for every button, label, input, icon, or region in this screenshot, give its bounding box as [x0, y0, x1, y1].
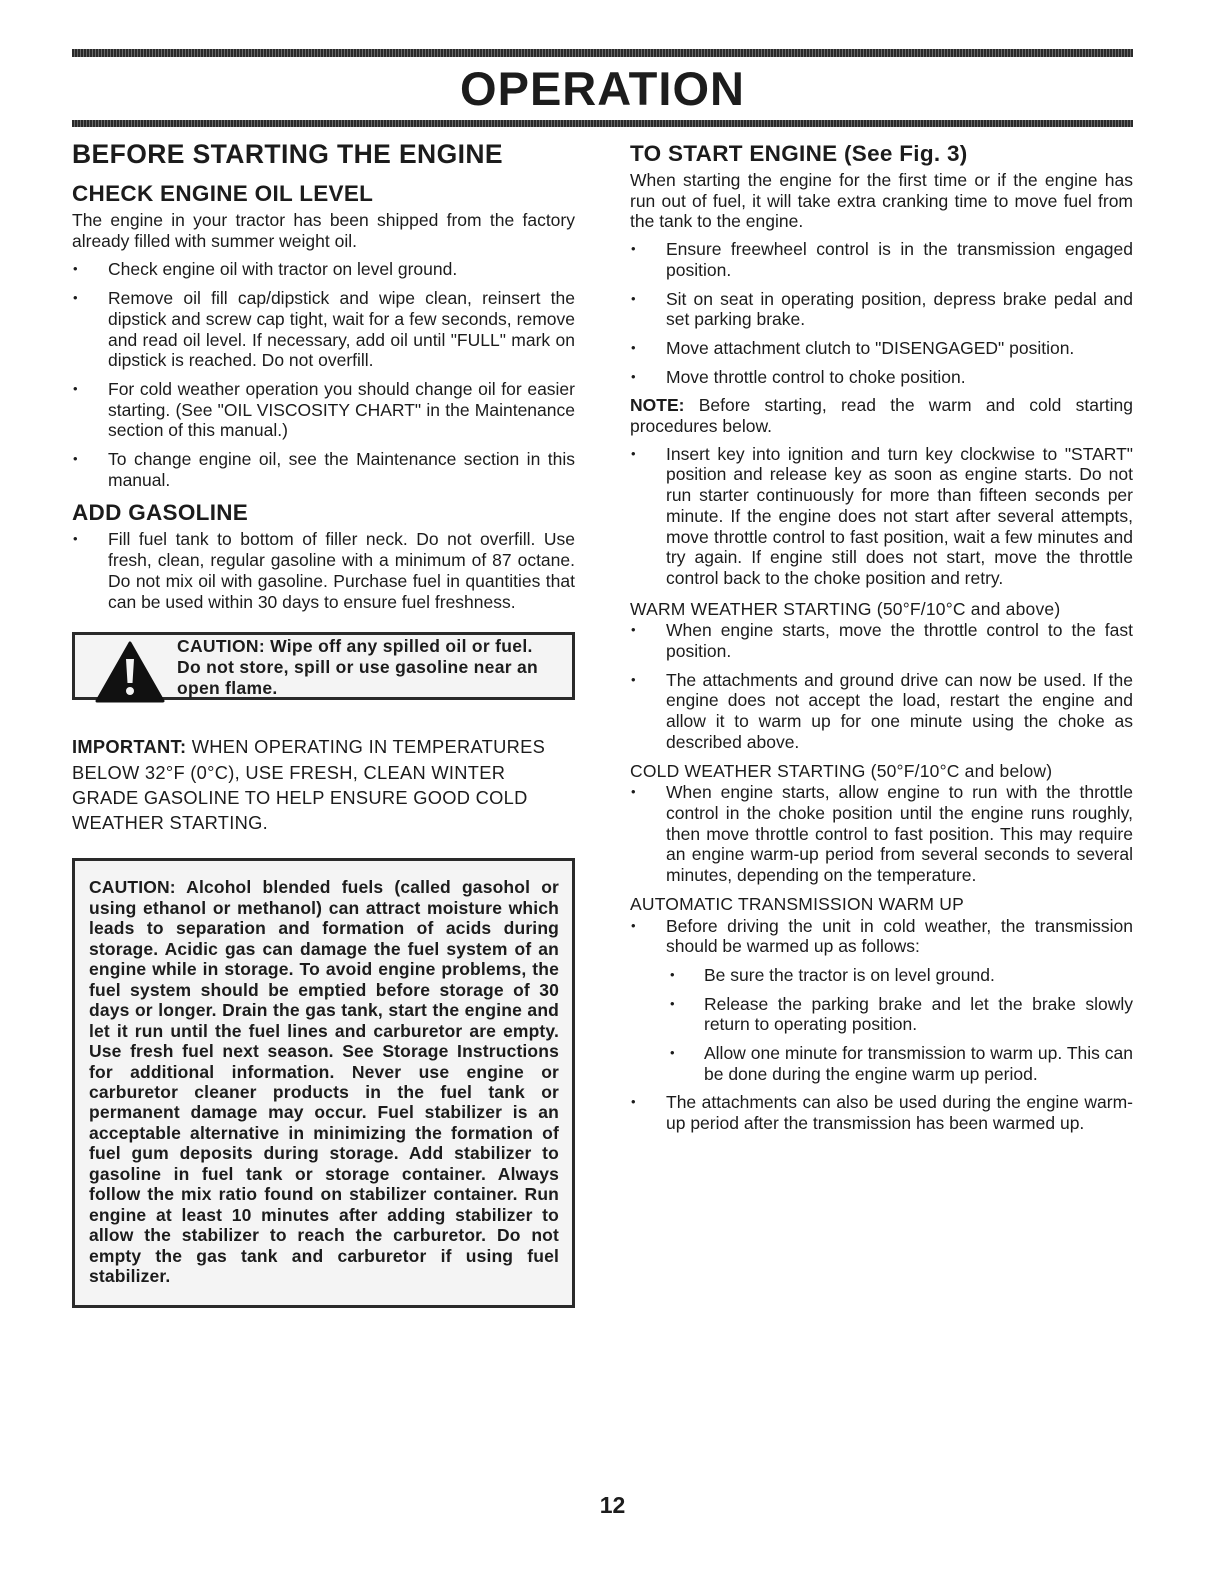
cold-weather-list	[630, 782, 1133, 886]
list-item: • For cold weather operation you should change oil for easier starting. (See "OIL VISCOSITY CHART" in the Maintenance section of this manual.)	[72, 379, 575, 441]
important-note	[72, 734, 575, 835]
warning-triangle-icon	[95, 641, 165, 703]
section-heading-before-starting: BEFORE STARTING THE ENGINE	[72, 139, 503, 169]
cold-weather-heading: COLD WEATHER STARTING (50°F/10°C and below)	[630, 760, 1053, 781]
title-rule	[72, 120, 1133, 127]
important-text: WHEN OPERATING IN TEMPERATURES BELOW 32°F (0°C), USE FRESH, CLEAN WINTER GRADE GASOLINE TO HELP ENSURE GOOD COLD WEATHER STARTING.	[72, 736, 546, 834]
list-item: • Check engine oil with tractor on level ground.	[72, 259, 575, 280]
transmission-final-list	[630, 1092, 1133, 1133]
top-rule	[72, 49, 1133, 57]
note-label: NOTE:	[630, 395, 685, 416]
subsection-heading-check-oil: CHECK ENGINE OIL LEVEL	[72, 181, 374, 206]
right-column	[630, 132, 1133, 1142]
list-item: • The attachments and ground drive can now be used. If the engine does not accept the load, restart the engine and allow it to warm up for one minute using the choke as described above.	[630, 670, 1133, 753]
transmission-list	[630, 916, 1133, 957]
oil-list	[72, 259, 575, 490]
caution-box-flame	[72, 632, 575, 700]
list-item: • Insert key into ignition and turn key clockwise to "START" position and release key as soon as engine starts. Do not run starter continuously for more than fifteen seconds per minute. If the engine does not start after several attempts, move throttle control to fast position, wait a few minutes and try again. If engine still does not start, move the throttle control back to the choke position and retry.	[630, 444, 1133, 589]
page-title: OPERATION	[460, 62, 745, 115]
list-item: • Before driving the unit in cold weather, the transmission should be warmed up as follows:	[630, 916, 1133, 957]
page-number: 12	[599, 1492, 626, 1518]
transmission-sub-list	[630, 965, 1133, 1085]
important-label: IMPORTANT:	[72, 736, 187, 758]
list-item: • Remove oil fill cap/dipstick and wipe clean, reinsert the dipstick and screw cap tight, wait for a few seconds, remove and read oil level. If necessary, add oil until "FULL" mark on dipstick is reached. Do not overfill.	[72, 288, 575, 371]
list-item: • Move throttle control to choke position.	[630, 367, 1133, 388]
list-item: • Allow one minute for transmission to warm up. This can be done during the engine warm up period.	[630, 1043, 1133, 1084]
list-item: • To change engine oil, see the Maintenance section in this manual.	[72, 449, 575, 490]
start-intro: When starting the engine for the first time or if the engine has run out of fuel, it will take extra cranking time to move fuel from the tank to the engine.	[630, 170, 1133, 232]
transmission-warmup-heading: AUTOMATIC TRANSMISSION WARM UP	[630, 893, 964, 914]
list-item: • Move attachment clutch to "DISENGAGED" position.	[630, 338, 1133, 359]
list-item: • Sit on seat in operating position, depress brake pedal and set parking brake.	[630, 289, 1133, 330]
list-item: • Fill fuel tank to bottom of filler neck. Do not overfill. Use fresh, clean, regular gasoline with a minimum of 87 octane. Do not mix oil with gasoline. Purchase fuel in quantities that can be used within 30 days to ensure fuel freshness.	[72, 529, 575, 612]
oil-intro: The engine in your tractor has been shipped from the factory already filled with summer weight oil.	[72, 210, 575, 251]
left-column	[72, 132, 575, 1308]
warm-weather-heading: WARM WEATHER STARTING (50°F/10°C and above)	[630, 598, 1061, 619]
key-list	[630, 444, 1133, 589]
warm-weather-list	[630, 620, 1133, 752]
list-item: • The attachments can also be used during the engine warm-up period after the transmission has been warmed up.	[630, 1092, 1133, 1133]
list-item: • When engine starts, move the throttle control to the fast position.	[630, 620, 1133, 661]
section-heading-to-start-engine: TO START ENGINE (See Fig. 3)	[630, 141, 968, 166]
list-item: • Be sure the tractor is on level ground.	[630, 965, 1133, 986]
note	[630, 395, 1133, 436]
start-list	[630, 239, 1133, 387]
caution-text-flame: CAUTION: Wipe off any spilled oil or fuel. Do not store, spill or use gasoline near an open flame.	[177, 636, 539, 699]
list-item: • Ensure freewheel control is in the transmission engaged position.	[630, 239, 1133, 280]
gasoline-list	[72, 529, 575, 612]
caution-box-alcohol-fuels: CAUTION: Alcohol blended fuels (called gasohol or using ethanol or methanol) can attract moisture which leads to separation and formation of acids during storage. Acidic gas can damage the fuel system of an engine while in storage. To avoid engine problems, the fuel system should be emptied before storage of 30 days or longer. Drain the gas tank, start the engine and let it run until the fuel lines and carburetor are empty. Use fresh fuel next season. See Storage Instructions for additional information. Never use engine or carburetor cleaner products in the fuel tank or permanent damage may occur. Fuel stabilizer is an acceptable alternative in minimizing the formation of fuel gum deposits during storage. Add stabilizer to gasoline in fuel tank or storage container. Always follow the mix ratio found on stabilizer container. Run engine at least 10 minutes after adding stabilizer to allow the stabilizer to reach the carburetor. Do not empty the gas tank and carburetor if using fuel stabilizer.	[72, 858, 575, 1307]
list-item: • Release the parking brake and let the brake slowly return to operating position.	[630, 994, 1133, 1035]
subsection-heading-add-gasoline: ADD GASOLINE	[72, 500, 249, 526]
list-item: • When engine starts, allow engine to run with the throttle control in the choke position until the engine runs roughly, then move throttle control to fast position. This may require an engine warm-up period from several seconds to several minutes, depending on the temperature.	[630, 782, 1133, 886]
note-text: Before starting, read the warm and cold starting procedures below.	[630, 395, 1133, 437]
